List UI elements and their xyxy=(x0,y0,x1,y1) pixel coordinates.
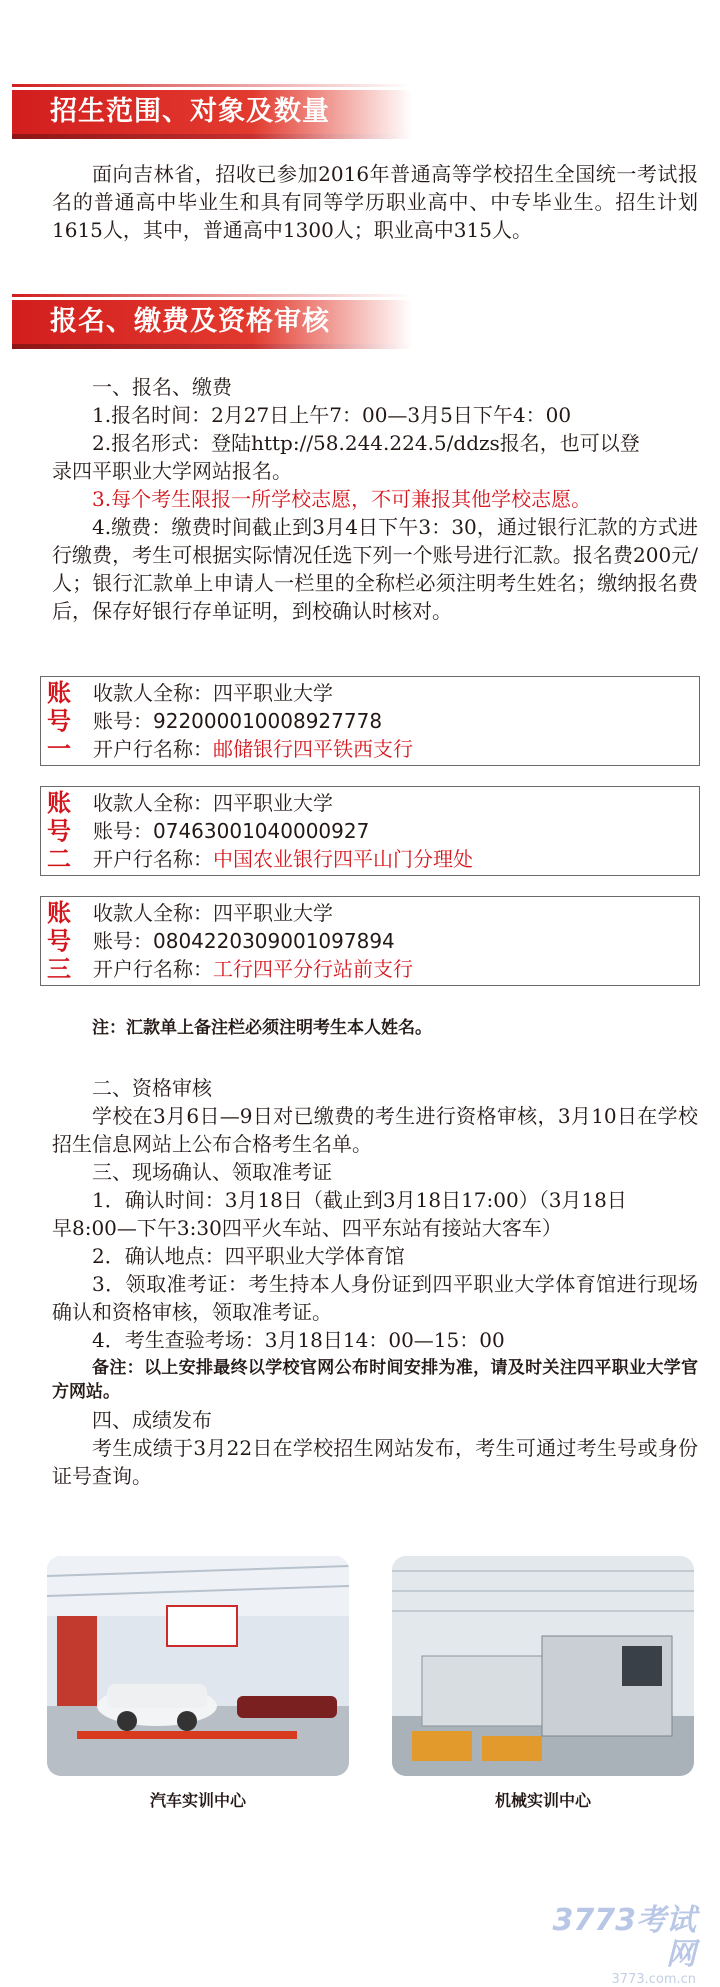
confirm-time: 1．确认时间：3月18日（截止到3月18日17:00）（3月18日 xyxy=(92,1188,627,1212)
banner-accent-line xyxy=(12,84,412,87)
enrollment-scope-text: 面向吉林省，招收已参加2016年普通高等学校招生全国统一考试报名的普通高中毕业生和具有同等学历职业高中、中专毕业生。招生计划1615人，其中，普通高中1300人；职业高中315人。 xyxy=(52,162,698,242)
watermark-url: 3773.com.cn xyxy=(611,1972,696,1987)
account-bank: 开户行名称：工行四平分行站前支行 xyxy=(93,957,413,981)
remittance-note: 注：汇款单上备注栏必须注明考生本人姓名。 xyxy=(92,1018,432,1038)
account-payee: 收款人全称：四平职业大学 xyxy=(93,681,333,705)
automotive-caption: 汽车实训中心 xyxy=(149,1791,246,1810)
account-tag: 账 号 一 xyxy=(47,679,71,763)
machinery-caption: 机械实训中心 xyxy=(494,1791,591,1810)
account-bank: 开户行名称：邮储银行四平铁西支行 xyxy=(93,737,413,761)
account-tag: 账 号 三 xyxy=(47,899,71,983)
registration-method-cont: 录四平职业大学网站报名。 xyxy=(52,459,292,483)
account-bank: 开户行名称：中国农业银行四平山门分理处 xyxy=(93,847,473,871)
account-payee: 收款人全称：四平职业大学 xyxy=(93,791,333,815)
payment-instructions: 4.缴费：缴费时间截止到3月4日下午3：30，通过银行汇款的方式进行缴费，考生可根据实际情况任选下列一个账号进行汇款。报名费200元/人；银行汇款单上申请人一栏里的全称栏必须注明考生姓名；缴纳报名费后，保存好银行存单证明，到校确认时核对。 xyxy=(52,515,698,623)
banner-accent-line xyxy=(12,294,412,297)
account-box-2 xyxy=(40,786,700,876)
registration-method xyxy=(92,429,720,457)
registration-time: 1.报名时间：2月27日上午7：00—3月5日下午4：00 xyxy=(92,403,572,427)
bank-name: 邮储银行四平铁西支行 xyxy=(213,737,413,761)
banner-title: 招生范围、对象及数量 xyxy=(50,96,330,127)
heading-onsite-confirmation: 三、现场确认、领取准考证 xyxy=(92,1160,332,1184)
account-box-3 xyxy=(40,896,700,986)
banner-title: 报名、缴费及资格审核 xyxy=(50,306,330,337)
confirm-time-cont: 早8:00—下午3:30四平火车站、四平东站有接站大客车） xyxy=(52,1216,562,1240)
check-exam-room: 4．考生查验考场：3月18日14：00—15：00 xyxy=(92,1328,505,1352)
account-number: 账号：0804220309001097894 xyxy=(93,929,395,953)
remark-note: 备注：以上安排最终以学校官网公布时间安排为准，请及时关注四平职业大学官方网站。 xyxy=(52,1358,698,1402)
automotive-workshop-illustration xyxy=(47,1556,349,1776)
results-text: 考生成绩于3月22日在学校招生网站发布，考生可通过考生号或身份证号查询。 xyxy=(52,1436,698,1488)
heading-results: 四、成绩发布 xyxy=(92,1408,212,1432)
heading-registration-payment: 一、报名、缴费 xyxy=(92,375,232,399)
account-number: 账号：922000010008927778 xyxy=(93,709,383,733)
confirm-place: 2．确认地点：四平职业大学体育馆 xyxy=(92,1244,405,1268)
account-payee: 收款人全称：四平职业大学 xyxy=(93,901,333,925)
watermark-brand: 3773考试网 xyxy=(552,1903,696,1972)
account-number: 账号：07463001040000927 xyxy=(93,819,370,843)
machinery-training-photo xyxy=(392,1556,694,1776)
qualification-text: 学校在3月6日—9日对已缴费的考生进行资格审核，3月10日在学校招生信息网站上公布合格考生名单。 xyxy=(52,1104,698,1156)
section-banner-enrollment-scope xyxy=(12,90,412,134)
section-banner-registration xyxy=(12,300,412,344)
bank-name: 工行四平分行站前支行 xyxy=(213,957,413,981)
account-box-1 xyxy=(40,676,700,766)
machinery-workshop-illustration xyxy=(392,1556,694,1776)
site-watermark xyxy=(526,1903,696,1987)
automotive-training-photo xyxy=(47,1556,349,1776)
account-tag: 账 号 二 xyxy=(47,789,71,873)
bank-name: 中国农业银行四平山门分理处 xyxy=(213,847,473,871)
heading-qualification: 二、资格审核 xyxy=(92,1076,212,1100)
collect-admission-ticket: 3．领取准考证：考生持本人身份证到四平职业大学体育馆进行现场确认和资格审核，领取准考证。 xyxy=(52,1272,698,1324)
registration-method-text: 2.报名形式：登陆http://58.244.224.5/ddzs报名，也可以登 xyxy=(92,431,640,455)
single-choice-warning: 3.每个考生限报一所学校志愿，不可兼报其他学校志愿。 xyxy=(92,487,592,511)
